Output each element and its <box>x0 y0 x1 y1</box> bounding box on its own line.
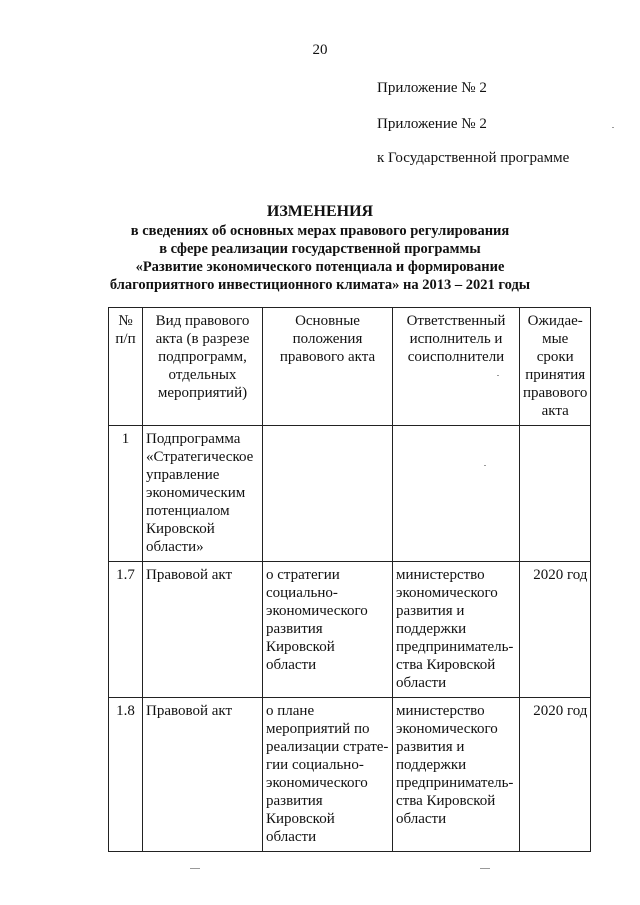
title-line: в сведениях об основных мерах правового регулирования <box>130 223 510 239</box>
header-deadline: Ожидае- мые сроки принятия правового акта <box>520 308 591 426</box>
row-num: 1.8 <box>109 698 143 852</box>
scan-speck <box>484 465 486 466</box>
row-deadline: 2020 год <box>520 562 591 698</box>
row-executor <box>393 426 520 562</box>
title-line: «Развитие экономического потенциала и формирование <box>135 259 505 275</box>
row-executor: министерство экономического развития и поддержки предприниматель- ства Кировской области <box>393 698 520 852</box>
appendix-line-2: Приложение № 2 <box>377 116 487 132</box>
document-title <box>90 203 550 294</box>
title-heading: ИЗМЕНЕНИЯ <box>266 203 374 220</box>
header-act-type: Вид правового акта (в разрезе подпрограмм, отдельных мероприятий) <box>143 308 263 426</box>
table-row <box>109 562 591 698</box>
row-num: 1 <box>109 426 143 562</box>
measures-table <box>108 307 591 852</box>
header-executor: Ответственный исполнитель и соисполнители <box>393 308 520 426</box>
row-act-type: Правовой акт <box>143 562 263 698</box>
row-act-type: Правовой акт <box>143 698 263 852</box>
title-line: в сфере реализации государственной программы <box>159 241 481 257</box>
scan-speck <box>497 375 499 376</box>
row-deadline <box>520 426 591 562</box>
title-line: благоприятного инвестиционного климата» на 2013 – 2021 годы <box>109 277 531 293</box>
header-provisions: Основные положения правового акта <box>263 308 393 426</box>
row-provisions: о стратегии социально- экономического развития Кировской области <box>263 562 393 698</box>
scan-speck <box>612 127 614 128</box>
header-num: № п/п <box>109 308 143 426</box>
row-deadline: 2020 год <box>520 698 591 852</box>
scan-speck <box>190 868 200 869</box>
appendix-line-3: к Государственной программе <box>377 150 570 166</box>
row-act-type: Подпрограмма «Стратегическое управление экономическим потенциалом Кировской области» <box>143 426 263 562</box>
row-num: 1.7 <box>109 562 143 698</box>
table-header-row <box>109 308 591 426</box>
row-executor: министерство экономического развития и поддержки предприниматель- ства Кировской области <box>393 562 520 698</box>
scan-speck <box>480 868 490 869</box>
table-row <box>109 698 591 852</box>
row-provisions: о плане мероприятий по реализации страте- гии социально- экономического развития Кировской области <box>263 698 393 852</box>
page-number: 20 <box>312 42 328 58</box>
row-provisions <box>263 426 393 562</box>
appendix-line-1: Приложение № 2 <box>377 80 487 96</box>
table-row <box>109 426 591 562</box>
